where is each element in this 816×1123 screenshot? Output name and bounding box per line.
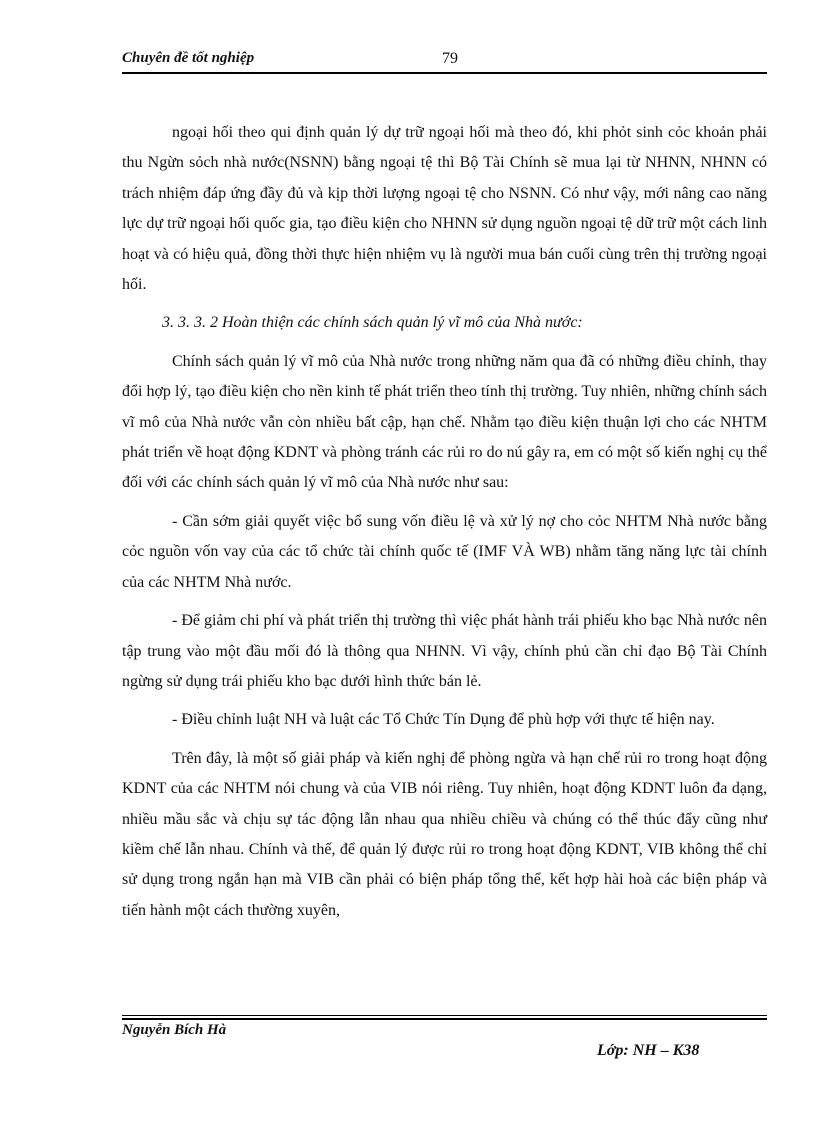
footer-divider [122, 1015, 767, 1016]
list-item: - Để giảm chi phí và phát triển thị trường thì việc phát hành trái phiếu kho bạc Nhà nước nên tập trung vào một đầu mối đó là thông qua NHNN. Vì vậy, chính phủ cần chỉ đạo Bộ Tài Chính ngừng sử dụng trái phiếu kho bạc dưới hình thức bán lẻ. [122, 612, 767, 690]
document-title: Chuyên đề tốt nghiệp [122, 50, 255, 66]
footer-divider-thick [122, 1018, 767, 1020]
list-item: - Cần sớm giải quyết việc bổ sung vốn điều lệ và xử lý nợ cho cỏc NHTM Nhà nước bằng cỏc nguồn vốn vay của các tổ chức tài chính quốc tế (IMF VÀ WB) nhằm tăng năng lực tài chính của các NHTM Nhà nước. [122, 512, 767, 591]
header-divider [122, 72, 767, 74]
class-label: Lớp: NH – K38 [597, 1042, 700, 1059]
page-header [122, 46, 767, 72]
section-heading: 3. 3. 3. 2 Hoàn thiện các chính sách quản lý vĩ mô của Nhà nước: [162, 314, 583, 332]
list-item: - Điều chỉnh luật NH và luật các Tổ Chức Tín Dụng để phù hợp với thực tế hiện nay. [172, 711, 715, 729]
page-body [122, 118, 767, 934]
paragraph: Chính sách quản lý vĩ mô của Nhà nước trong những năm qua đã có những điều chỉnh, thay đổi hợp lý, tạo điều kiện cho nền kinh tế phát triển theo tính thị trường. Tuy nhiên, những chính sách vĩ mô của Nhà nước vẫn còn nhiều bất cập, hạn chế. Nhằm tạo điều kiện thuận lợi cho các NHTM phát triển về hoạt động KDNT và phòng tránh các rủi ro do nú gây ra, em có một số kiến nghị cụ thể đối với các chính sách quản lý vĩ mô của Nhà nước như sau: [122, 352, 767, 492]
page-number: 79 [442, 50, 458, 67]
author-name: Nguyễn Bích Hà [122, 1022, 227, 1038]
paragraph: Trên đây, là một số giải pháp và kiến nghị để phòng ngừa và hạn chế rủi ro trong hoạt động KDNT của các NHTM nói chung và của VIB nói riêng. Tuy nhiên, hoạt động KDNT luôn đa dạng, nhiều mầu sắc và chịu sự tác động lẫn nhau qua nhiều chiều và chúng có thể thúc đẩy cũng như kiềm chế lẫn nhau. Chính và thế, để quản lý được rủi ro trong hoạt động KDNT, VIB không thể chỉ sử dụng trong ngắn hạn mà VIB cần phải có biện pháp tổng thể, kết hợp hài hoà các biện pháp và tiến hành một cách thường xuyên, [122, 749, 767, 919]
paragraph: ngoại hối theo qui định quản lý dự trữ ngoại hối mà theo đó, khi phỏt sinh cỏc khoản phải thu Ngừn sỏch nhà nước(NSNN) bằng ngoại tệ thì Bộ Tài Chính sẽ mua lại từ NHNN, NHNN có trách nhiệm đáp ứng đầy đủ và kịp thời lượng ngoại tệ cho NSNN. Có như vậy, mới nâng cao năng lực dự trữ ngoại hối quốc gia, tạo điều kiện cho NHNN sử dụng nguồn ngoại tệ dữ trữ một cách linh hoạt và có hiệu quả, đồng thời thực hiện nhiệm vụ là người mua bán cuối cùng trên thị trường ngoại hối. [122, 124, 767, 294]
